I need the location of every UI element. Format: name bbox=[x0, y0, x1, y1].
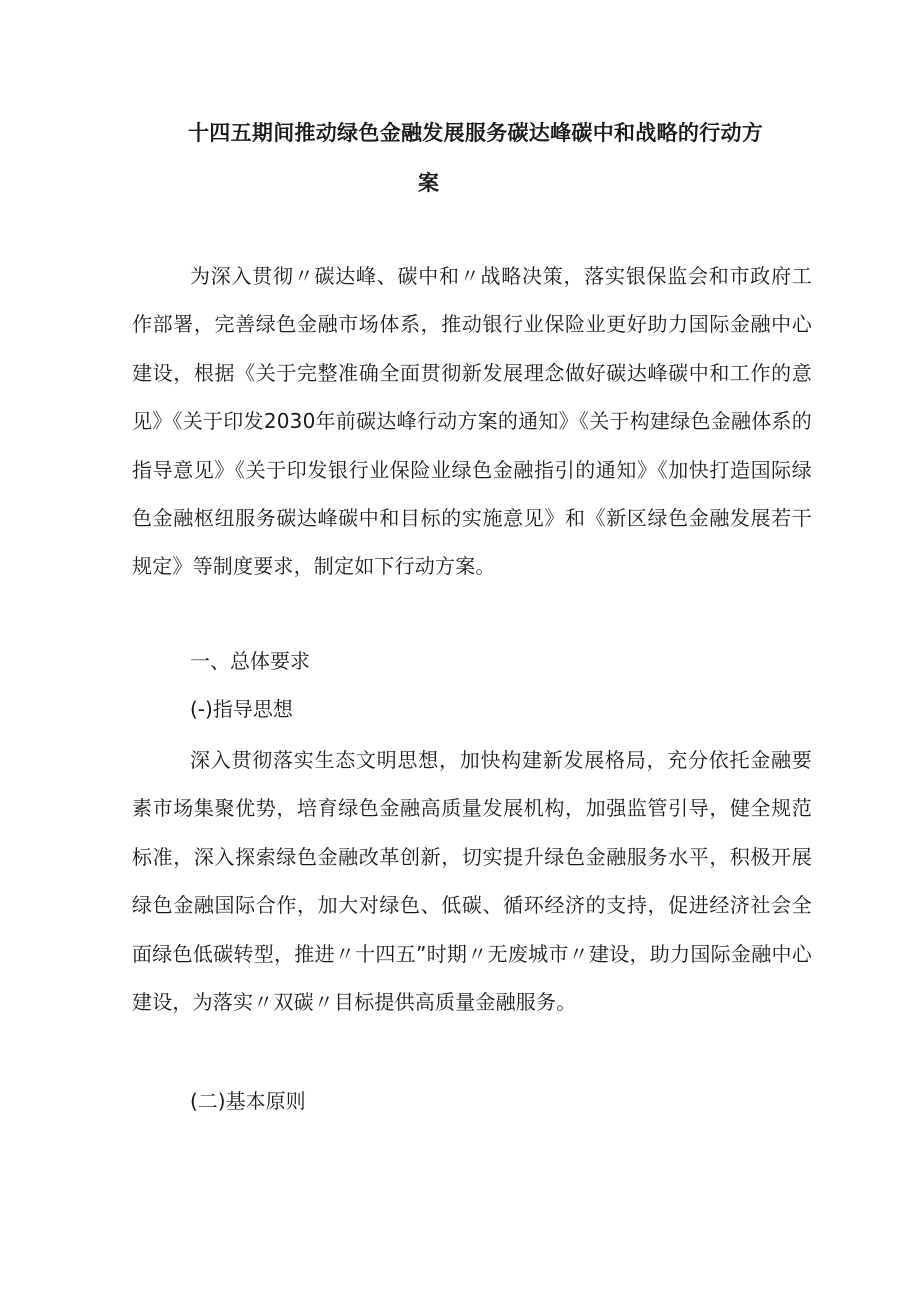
intro-paragraph: 为深入贯彻〃碳达峰、碳中和〃战略决策，落实银保监会和市政府工作部署，完善绿色金融市场体系，推动银行业保险业更好助力国际金融中心建设，根据《关于完整准确全面贯彻新发展理念做好碳达峰碳中和工作的意见》《关于印发2030年前碳达峰行动方案的通知》《关于构建绿色金融体系的指导意见》《关于印发银行业保险业绿色金融指引的通知》《加快打造国际绿色金融枢纽服务碳达峰碳中和目标的实施意见》和《新区绿色金融发展若干规定》等制度要求，制定如下行动方案。 bbox=[132, 264, 812, 579]
guiding-ideology-paragraph: 深入贯彻落实生态文明思想，加快构建新发展格局，充分依托金融要素市场集聚优势，培育绿色金融高质量发展机构，加强监管引导，健全规范标准，深入探索绿色金融改革创新，切实提升绿色金融服务水平，积极开展绿色金融国际合作，加大对绿色、低碳、循环经济的支持，促进经济社会全面绿色低碳转型，推进〃十四五”时期〃无废城市〃建设，助力国际金融中心建设，为落实〃双碳〃目标提供高质量金融服务。 bbox=[132, 748, 812, 1015]
section-heading-general-requirements: 一、总体要求 bbox=[190, 649, 310, 673]
subsection-heading-basic-principles: (二)基本原则 bbox=[190, 1089, 306, 1113]
document-title-line-2: 案 bbox=[418, 171, 440, 195]
document-title-line-1: 十四五期间推动绿色金融发展服务碳达峰碳中和战略的行动方 bbox=[188, 121, 764, 145]
subsection-heading-guiding-ideology: (-)指导思想 bbox=[190, 697, 293, 721]
